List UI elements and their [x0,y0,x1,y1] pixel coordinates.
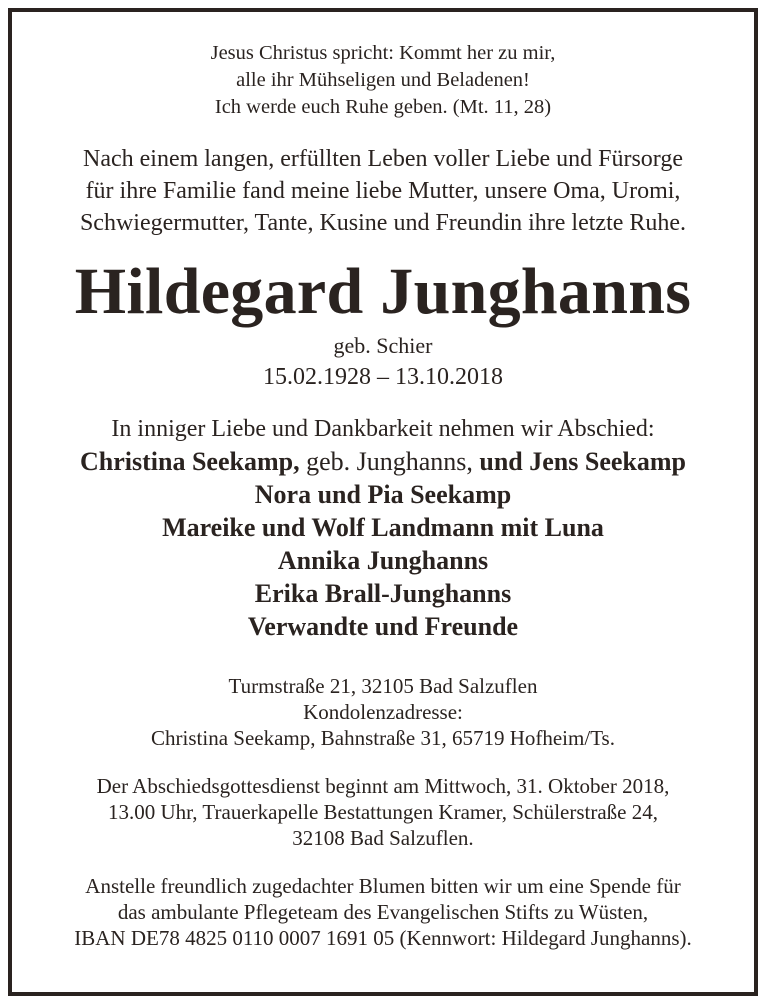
mourner-line [12,445,754,478]
address-line: Kondolenzadresse: [303,700,463,724]
deceased-name: Hildegard Junghanns [74,255,692,328]
intro-line: für ihre Familie fand meine liebe Mutter, unsere Oma, Uromi, [85,178,681,204]
donation-info [12,873,754,951]
mourner-line: Erika Brall-Junghanns [254,579,512,608]
mourner-name: Christina Seekamp, [79,447,300,476]
intro-text [12,143,754,239]
quote-line: alle ihr Mühseligen und Beladenen! [236,69,530,91]
obituary-border [8,8,758,996]
service-line: Der Abschiedsgottesdienst beginnt am Mittwoch, 31. Oktober 2018, [96,774,670,798]
intro-line: Nach einem langen, erfüllten Leben voller Liebe und Fürsorge [82,146,683,172]
service-info [12,773,754,851]
address-line: Turmstraße 21, 32105 Bad Salzuflen [228,674,538,698]
mourner-name: und Jens Seekamp [479,447,687,476]
mourner-maiden: geb. Junghanns, [299,447,480,476]
donation-line: das ambulante Pflegeteam des Evangelischen Stifts zu Wüsten, [117,900,649,924]
service-line: 32108 Bad Salzuflen. [292,826,474,850]
mourner-line: Nora und Pia Seekamp [254,480,512,509]
bible-quote [12,40,754,121]
maiden-name: geb. Schier [333,333,433,358]
intro-line: Schwiegermutter, Tante, Kusine und Freundin ihre letzte Ruhe. [79,210,687,236]
mourner-line: Annika Junghanns [277,546,489,575]
service-line: 13.00 Uhr, Trauerkapelle Bestattungen Kramer, Schülerstraße 24, [107,800,658,824]
obituary-content [12,12,754,951]
mourners-list [12,445,754,643]
donation-line: Anstelle freundlich zugedachter Blumen bitten wir um eine Spende für [85,874,681,898]
mourner-line: Mareike und Wolf Landmann mit Luna [162,513,604,542]
farewell-text: In inniger Liebe und Dankbarkeit nehmen wir Abschied: [111,416,655,442]
address-line: Christina Seekamp, Bahnstraße 31, 65719 Hofheim/Ts. [151,726,615,750]
quote-line: Ich werde euch Ruhe geben. (Mt. 11, 28) [214,96,552,118]
mourner-line: Verwandte und Freunde [247,612,519,641]
address-block [12,673,754,751]
life-dates: 15.02.1928 – 13.10.2018 [263,364,503,390]
quote-line: Jesus Christus spricht: Kommt her zu mir, [210,42,556,64]
donation-line: IBAN DE78 4825 0110 0007 1691 05 (Kennwort: Hildegard Junghanns). [74,926,692,950]
